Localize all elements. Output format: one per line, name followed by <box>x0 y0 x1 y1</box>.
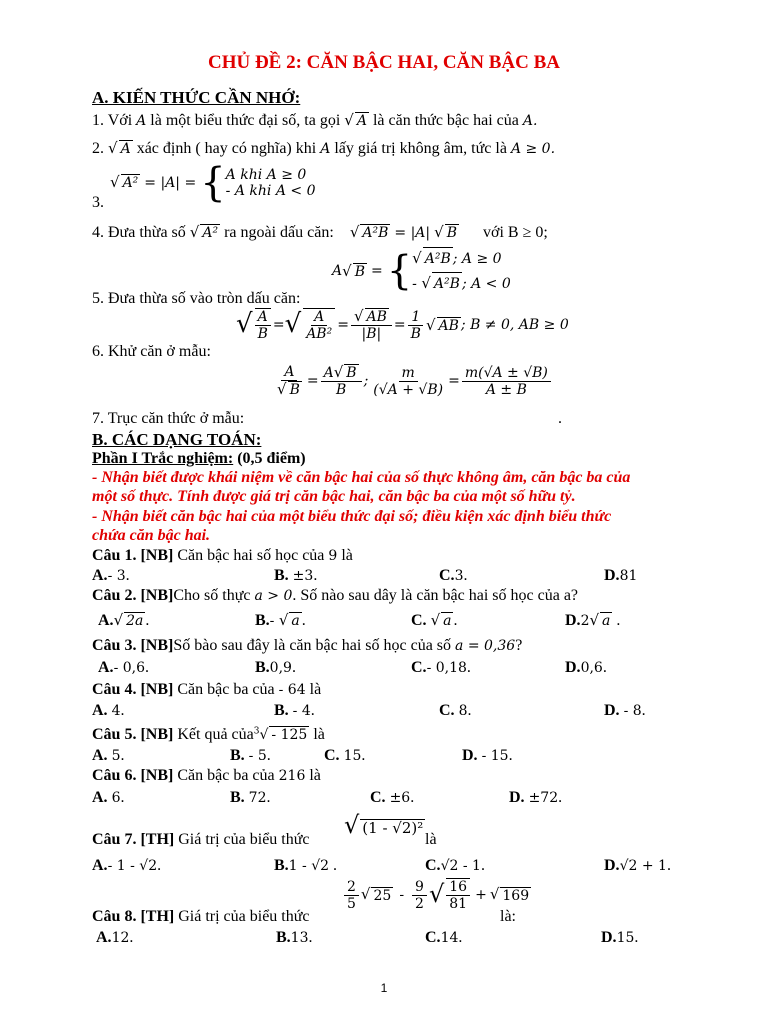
q4-option-b: B. - 4. <box>274 702 315 719</box>
objective-1: - Nhận biết được khái niệm về căn bậc hai của số thực không âm, căn bậc ba của <box>92 469 631 486</box>
q1-option-c: C.3. <box>439 567 468 584</box>
section-a-heading: A. KIẾN THỨC CẦN NHỚ: <box>92 88 301 107</box>
q5-option-d: D. - 15. <box>462 747 513 764</box>
q3-option-a: A.- 0,6. <box>98 659 150 676</box>
knowledge-5-label: 5. Đưa thừa số vào tròn dấu căn: <box>92 290 301 307</box>
q8-option-c: C.14. <box>425 929 463 946</box>
question-7: Câu 7. [TH] Giá trị của biểu thức <box>92 831 310 848</box>
q6-option-b: B. 72. <box>230 789 271 806</box>
question-5: Câu 5. [NB] Kết quả của$^3$√ - 125 là <box>92 726 325 743</box>
knowledge-7-dot: . <box>558 410 562 427</box>
q8-after: là: <box>500 908 516 925</box>
q2-option-c: C. √ a . <box>411 611 458 629</box>
question-1: Câu 1. [NB] Căn bậc hai số học của 9 là <box>92 547 353 564</box>
q3-option-b: B.0,9. <box>255 659 296 676</box>
q7-expression: √ (1 - √2)² <box>344 811 424 839</box>
q4-option-d: D. - 8. <box>604 702 646 719</box>
q8-option-a: A.12. <box>96 929 134 946</box>
q7-option-b: B.1 - √2 . <box>274 857 338 874</box>
question-8: Câu 8. [TH] Giá trị của biểu thức <box>92 908 310 925</box>
q3-option-c: C.- 0,18. <box>411 659 471 676</box>
question-6: Câu 6. [NB] Căn bậc ba của 216 là <box>92 767 321 784</box>
knowledge-4: 4. Đưa thừa số √ A² ra ngoài dấu căn: √ A²B = |A| √ B với B ≥ 0; <box>92 223 548 241</box>
knowledge-7-label: 7. Trục căn thức ở mẫu: <box>92 410 245 427</box>
q8-option-d: D.15. <box>601 929 639 946</box>
q3-option-d: D.0,6. <box>565 659 607 676</box>
knowledge-5-formula: A √ B = { √ A²B ; A ≥ 0 - √ A²B ; A < 0 <box>332 248 511 295</box>
part-1-heading: Phần I Trắc nghiệm: (0,5 điểm) <box>92 450 306 467</box>
q6-option-a: A. 6. <box>92 789 125 806</box>
q7-option-d: D.√2 + 1. <box>604 857 671 874</box>
q5-option-a: A. 5. <box>92 747 125 764</box>
q4-option-a: A. 4. <box>92 702 125 719</box>
knowledge-6-label: 6. Khử căn ở mẫu: <box>92 343 211 360</box>
q4-option-c: C. 8. <box>439 702 472 719</box>
page-number: 1 <box>380 981 388 995</box>
q7-option-a: A.- 1 - √2. <box>92 857 162 874</box>
q2-option-b: B.- √ a . <box>255 611 306 629</box>
q8-option-b: B.13. <box>276 929 313 946</box>
q8-expression: $\frac{2}{5}$ √ 25 - $\frac{9}{2}$ √ $\frac{16}{81}$ + √ 169 <box>342 878 531 912</box>
objective-2-cont: chứa căn bậc hai. <box>92 527 211 544</box>
q7-option-c: C.√2 - 1. <box>425 857 485 874</box>
page-title: CHỦ ĐỀ 2: CĂN BẬC HAI, CĂN BẬC BA <box>207 52 561 73</box>
question-3: Câu 3. [NB]Số bào sau đây là căn bậc hai số học của số a = 0,36? <box>92 637 523 654</box>
question-2: Câu 2. [NB]Cho số thực a > 0. Số nào sau dây là căn bậc hai số học của a? <box>92 587 579 604</box>
knowledge-3-formula: √ A² = |A| = { A khi A ≥ 0 - A khi A < 0 <box>110 160 316 206</box>
knowledge-3-number: 3. <box>92 194 104 211</box>
q1-option-b: B. ±3. <box>274 567 318 584</box>
knowledge-1: 1. Với A là một biểu thức đại số, ta gọi √ A là căn thức bậc hai của A. <box>92 111 538 129</box>
knowledge-2: 2. √ A xác định ( hay có nghĩa) khi A lấy giá trị không âm, tức là A ≥ 0. <box>92 139 556 157</box>
q6-option-c: C. ±6. <box>370 789 415 806</box>
objective-2: - Nhận biết căn bậc hai của một biểu thức đại số; điều kiện xác định biểu thức <box>92 508 612 525</box>
q1-option-a: A.- 3. <box>92 567 130 584</box>
q5-option-c: C. 15. <box>324 747 366 764</box>
knowledge-7-formula: $\frac{A}{√ B}$ = $\frac{A√ B}{B}$ ; $\frac{m}{(√A + √B)}$ = $\frac{m(√A \pm √B)}{A \pm B}$ <box>272 364 553 398</box>
objective-1-cont: một số thực. Tính được giá trị căn bậc hai, căn bậc ba của một số hữu tỷ. <box>92 488 576 505</box>
q5-option-b: B. - 5. <box>230 747 271 764</box>
knowledge-6-formula: √ $\frac{A}{B}$ = √ $\frac{A}{\text{AB²}}$ = $\frac{√ AB}{|B|}$ = $\frac{1}{B}$ √ AB ; B ≠ 0, AB ≥ 0 <box>236 307 569 343</box>
q7-after: là <box>425 831 437 848</box>
q6-option-d: D. ±72. <box>509 789 563 806</box>
q2-option-a: A.√ 2a . <box>98 611 150 629</box>
question-4: Câu 4. [NB] Căn bậc ba của - 64 là <box>92 681 322 698</box>
section-b-heading: B. CÁC DẠNG TOÁN: <box>92 430 262 449</box>
q2-option-d: D.2√ a . <box>565 611 621 629</box>
q1-option-d: D.81 <box>604 567 638 584</box>
